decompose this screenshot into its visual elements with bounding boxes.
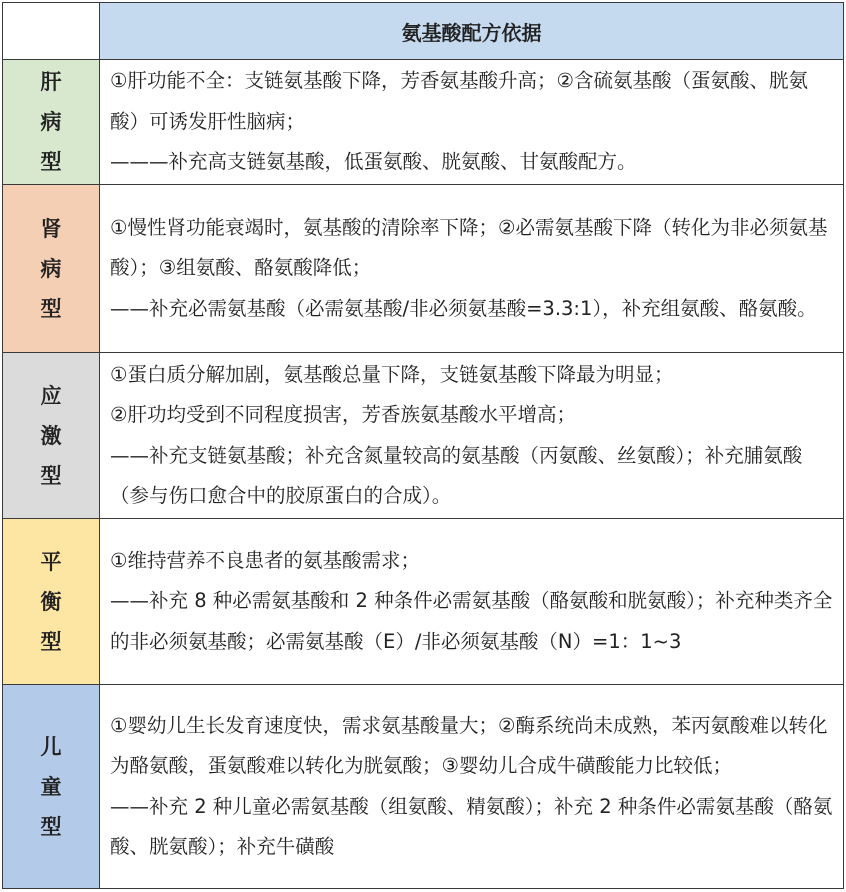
type-char: 型 [40, 463, 62, 488]
table-header-row [3, 3, 844, 60]
content-line: ——补充支链氨基酸；补充含氮量较高的氨基酸（丙氨酸、丝氨酸）；补充脯氨酸（参与伤口愈合中的胶原蛋白的合成）。 [110, 443, 803, 507]
type-char: 衡 [40, 589, 62, 614]
type-char: 病 [40, 256, 62, 281]
table-title: 氨基酸配方依据 [100, 3, 844, 60]
type-char: 型 [40, 296, 62, 321]
header-empty-cell [3, 3, 100, 60]
type-cell-child [3, 685, 100, 889]
table-row-child [3, 685, 844, 889]
content-cell-kidney [100, 185, 844, 353]
type-char: 型 [40, 629, 62, 654]
content-line: ①维持营养不良患者的氨基酸需求； [110, 548, 420, 572]
content-line: ①蛋白质分解加剧，氨基酸总量下降，支链氨基酸下降最为明显； [110, 362, 674, 386]
amino-acid-formula-table [2, 2, 844, 889]
type-cell-stress [3, 353, 100, 519]
type-char: 儿 [40, 734, 62, 759]
table-row-balance [3, 519, 844, 685]
content-line: ——补充 8 种必需氨基酸和 2 种条件必需氨基酸（酪氨酸和胱氨酸）；补充种类齐全的非必须氨基酸；必需氨基酸（E）/非必须氨基酸（N）=1：1~3 [110, 589, 833, 653]
table-row-stress [3, 353, 844, 519]
content-line: ①肝功能不全：支链氨基酸下降，芳香氨基酸升高；②含硫氨基酸（蛋氨酸、胱氨酸）可诱发肝性脑病； [110, 69, 808, 133]
type-cell-balance [3, 519, 100, 685]
content-line: ②肝功均受到不同程度损害，芳香族氨基酸水平增高； [110, 403, 576, 426]
type-char: 童 [40, 774, 62, 799]
content-cell-child [100, 685, 844, 889]
type-char: 型 [40, 150, 62, 174]
content-cell-liver [100, 60, 844, 185]
type-char: 肾 [40, 216, 62, 241]
content-line: ———补充高支链氨基酸，低蛋氨酸、胱氨酸、甘氨酸配方。 [110, 150, 637, 174]
table-row-kidney [3, 185, 844, 353]
content-line: ①慢性肾功能衰竭时，氨基酸的清除率下降；②必需氨基酸下降（转化为非必须氨基酸）；③组氨酸、酪氨酸降低； [110, 215, 828, 280]
type-cell-liver [3, 60, 100, 185]
type-cell-kidney [3, 185, 100, 353]
type-char: 病 [40, 110, 62, 134]
type-char: 型 [40, 814, 62, 839]
content-line: ——补充必需氨基酸（必需氨基酸/非必须氨基酸=3.3:1），补充组氨酸、酪氨酸。 [110, 296, 817, 320]
type-char: 激 [40, 423, 62, 448]
table-row-liver [3, 60, 844, 185]
content-line: ①婴幼儿生长发育速度快，需求氨基酸量大；②酶系统尚未成熟，苯丙氨酸难以转化为酪氨酸，蛋氨酸难以转化为胱氨酸；③婴幼儿合成牛磺酸能力比较低； [110, 713, 828, 777]
type-char: 肝 [40, 70, 62, 94]
content-cell-balance [100, 519, 844, 685]
type-char: 平 [40, 549, 62, 574]
type-char: 应 [40, 383, 62, 408]
content-line: ——补充 2 种儿童必需氨基酸（组氨酸、精氨酸）；补充 2 种条件必需氨基酸（酪氨酸、胱氨酸）；补充牛磺酸 [110, 794, 833, 858]
content-cell-stress [100, 353, 844, 519]
